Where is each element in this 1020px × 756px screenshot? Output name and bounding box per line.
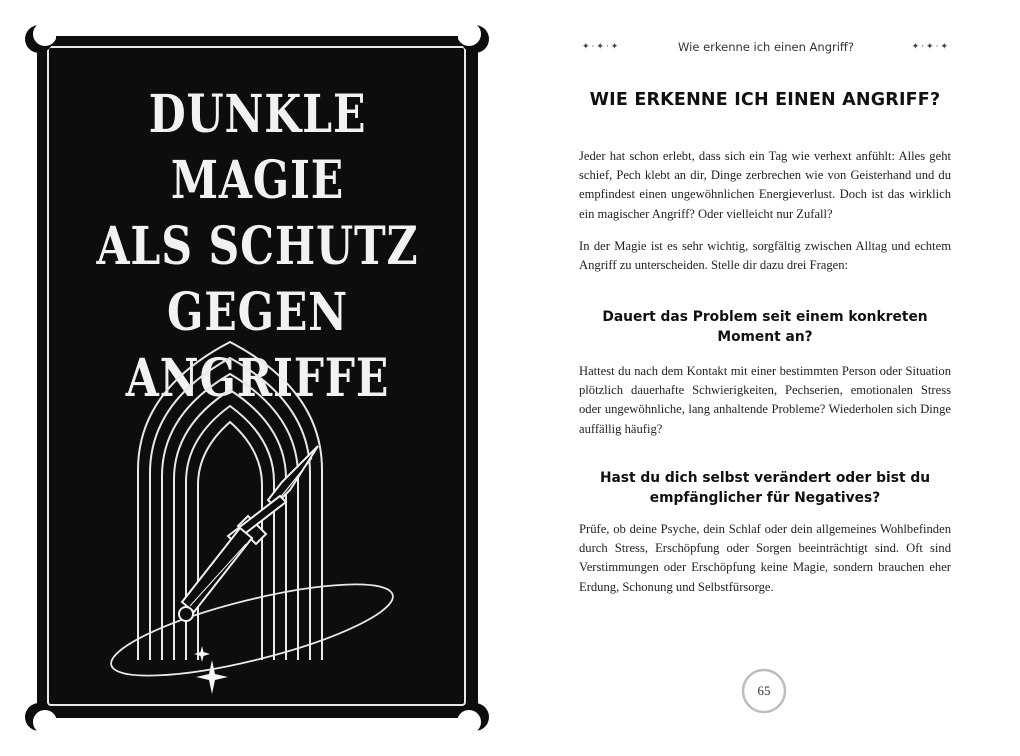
body-paragraph: In der Magie ist es sehr wichtig, sorgfältig zwischen Alltag und echtem Angriff zu unterscheiden. Stelle dir dazu drei Fragen: (579, 239, 951, 273)
page-title: WIE ERKENNE ICH EINEN ANGRIFF? (589, 90, 941, 110)
question-subheading: Hast du dich selbst verändert oder bist du empfänglicher für Negatives? (599, 470, 931, 506)
right-page (510, 0, 1020, 756)
cover-title-line: GEGEN ANGRIFFE (125, 282, 390, 409)
sparkle-icon: ✦·✦·✦ (911, 42, 950, 52)
crescent-moon-icon (22, 700, 56, 734)
page-number: 65 (757, 683, 771, 698)
body-paragraph: Jeder hat schon erlebt, dass sich ein Tag wie verhext anfühlt: Alles geht schief, Pech klebt an dir, Dinge zerbrechen wie von Geisterhand und du empfindest einen ungewöhnlichen Energieverlust. Doch ist das wirklich ein magischer Angriff? Oder vielleicht nur Zufall? (579, 149, 951, 221)
body-paragraph: Prüfe, ob deine Psyche, dein Schlaf oder dein allgemeines Wohlbefinden durch Stress, Erschöpfung oder Sorgen beeinträchtigt sind. Oft sind Verstimmungen oder Erschöpfung keine Magie, sondern brauchen eher Erdung, Schonung und Selbstfürsorge. (579, 522, 951, 594)
sparkle-icon (196, 660, 228, 694)
body-paragraph: Hattest du nach dem Kontakt mit einer bestimmten Person oder Situation plötzlich dauerhafte Schwierigkeiten, Pechserien, emotionalen Stress oder ungewöhnliche, lang anhaltende Probleme? Wiederholen sich Dinge auffällig häufig? (579, 364, 951, 436)
crescent-moon-icon (22, 22, 56, 56)
sparkle-icon (194, 646, 210, 662)
sparkle-icon: ✦·✦·✦ (582, 42, 621, 52)
dagger-arch-illustration (100, 330, 400, 700)
running-head-text: Wie erkenne ich einen Angriff? (678, 40, 854, 54)
gothic-arch-icon (138, 342, 322, 660)
page-number-badge (739, 666, 789, 716)
orbit-ring (104, 566, 400, 694)
crescent-moon-icon (458, 22, 492, 56)
running-head (582, 37, 950, 57)
crescent-moon-icon (458, 700, 492, 734)
cover-title-line: DUNKLE MAGIE (148, 84, 367, 211)
cover-title-line: ALS SCHUTZ (96, 216, 419, 277)
question-subheading: Dauert das Problem seit einem konkreten Moment an? (602, 309, 928, 345)
